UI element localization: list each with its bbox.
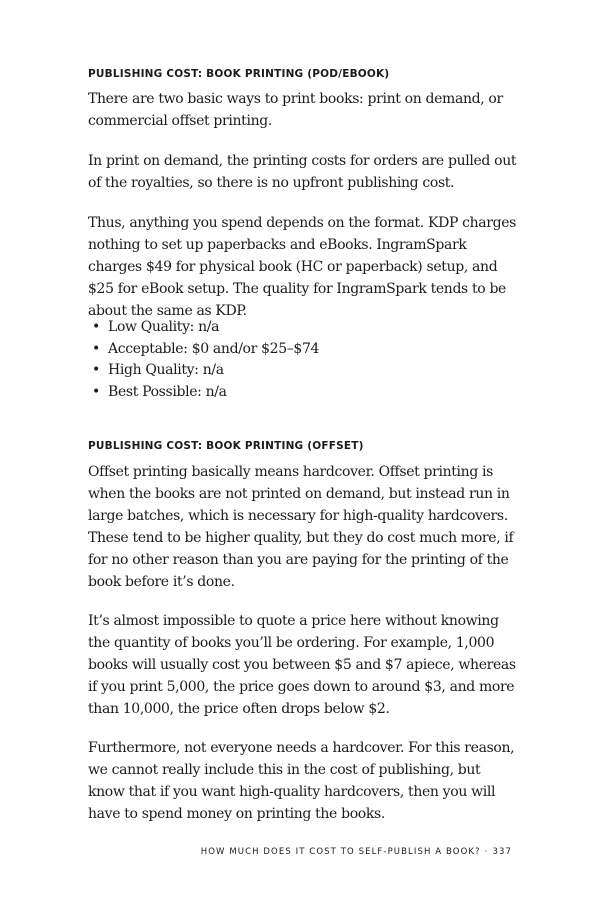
running-head: HOW MUCH DOES IT COST TO SELF-PUBLISH A BOOK? (200, 847, 481, 857)
paragraph-price-quote: It’s almost impossible to quote a price here without knowing the quantity of books you’ll be ordering. For example, 1,000 books will usually cost you between $5 and $7 apiece, whereas if you print 5,000, the price goes down to around $3, and more than 10,000, the price often drops below $2. (88, 613, 516, 717)
paragraph-print-methods: There are two basic ways to print books: print on demand, or commercial offset printing. (88, 91, 503, 129)
footer-separator: · (484, 847, 489, 857)
paragraph-offset-printing: Offset printing basically means hardcover. Offset printing is when the books are not printed on demand, but instead run in large batches, which is necessary for high-quality hardcovers. These tend to be higher quality, but they do cost much more, if for no other reason than you are paying for the printing of the book before it’s done. (88, 464, 514, 590)
paragraph-format-costs: Thus, anything you spend depends on the format. KDP charges nothing to set up paperbacks and eBooks. IngramSpark charges $49 for physical book (HC or paperback) setup, and $25 for eBook setup. The quality for IngramSpark tends to be about the same as KDP. (88, 215, 517, 319)
list-item: • Best Possible: n/a (92, 383, 227, 400)
page-footer (201, 847, 512, 857)
list-item-text: Low Quality: n/a (108, 319, 220, 335)
paragraph-print-on-demand: In print on demand, the printing costs for orders are pulled out of the royalties, so there is no upfront publishing cost. (88, 153, 517, 191)
list-item-text: Acceptable: $0 and/or $25–$74 (108, 340, 320, 357)
list-item: • Low Quality: n/a (92, 319, 220, 335)
paragraph-hardcover-note: Furthermore, not everyone needs a hardcover. For this reason, we cannot really include this in the cost of publishing, but know that if you want high-quality hardcovers, then you will have to spend money on printing the books. (88, 740, 515, 822)
list-item-text: Best Possible: n/a (108, 383, 227, 400)
list-item: • High Quality: n/a (92, 362, 224, 378)
list-item: • Acceptable: $0 and/or $25–$74 (92, 340, 320, 357)
cost-tier-list (88, 317, 319, 403)
section-heading-pod: PUBLISHING COST: BOOK PRINTING (POD/EBOOK) (88, 68, 390, 80)
list-item-text: High Quality: n/a (108, 362, 224, 378)
section-heading-offset: PUBLISHING COST: BOOK PRINTING (OFFSET) (88, 440, 364, 452)
page-number: 337 (492, 847, 512, 857)
